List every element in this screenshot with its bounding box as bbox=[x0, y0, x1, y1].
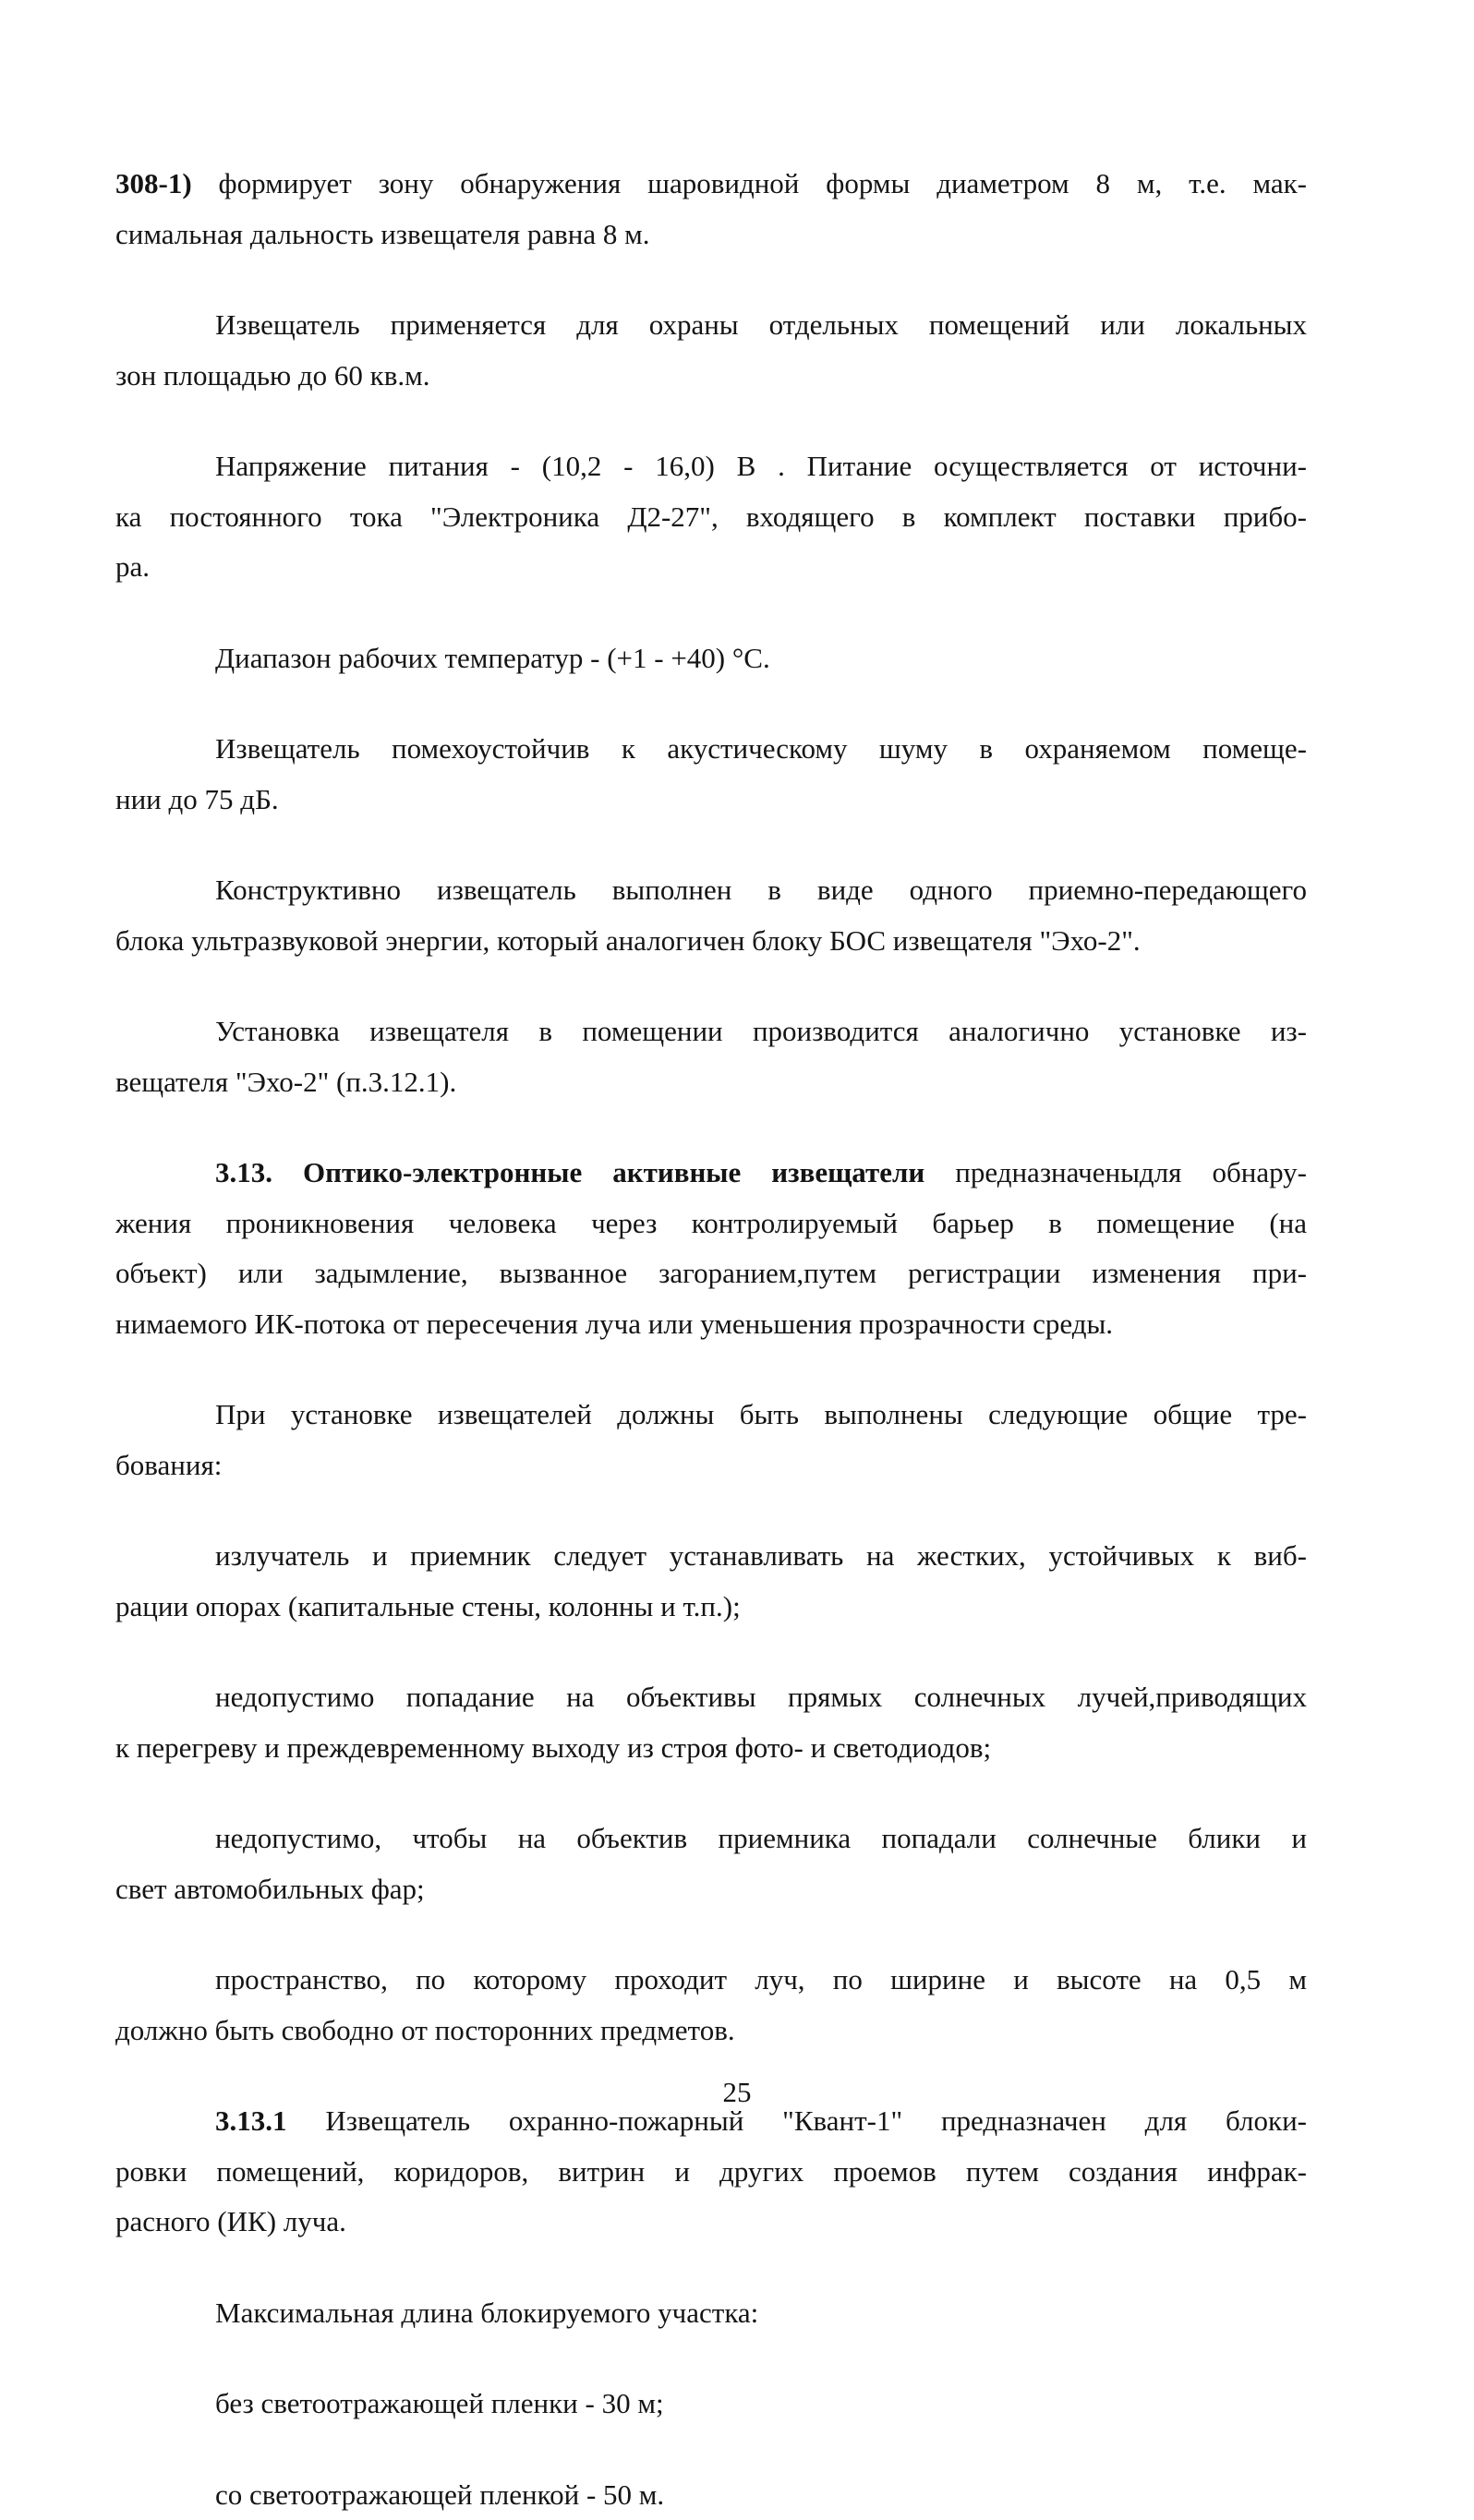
paragraph-9 bbox=[115, 1390, 1307, 1490]
text-line: блока ультразвуковой энергии, который аналогичен блоку БОС извещателя "Эхо-2". bbox=[115, 916, 1307, 967]
paragraph-3 bbox=[115, 441, 1307, 593]
text-line: к перегреву и преждевременному выходу из строя фото- и светодиодов; bbox=[115, 1723, 1307, 1774]
paragraph-without-film bbox=[115, 2379, 1307, 2430]
text-line: недопустимо, чтобы на объектив приемника попадали солнечные блики и bbox=[115, 1814, 1307, 1864]
text-line: симальная дальность извещателя равна 8 м. bbox=[115, 210, 1307, 260]
text-line: зон площадью до 60 кв.м. bbox=[115, 351, 1307, 402]
paragraph-4 bbox=[115, 633, 1307, 684]
text-line: со светоотражающей пленкой - 50 м. bbox=[215, 2478, 664, 2511]
paragraph-2 bbox=[115, 300, 1307, 401]
paragraph-5 bbox=[115, 724, 1307, 825]
text-line: пространство, по которому проходит луч, по ширине и высоте на 0,5 м bbox=[115, 1955, 1307, 2006]
text-line: рации опорах (капитальные стены, колонны и т.п.); bbox=[115, 1582, 1307, 1633]
text-line: ровки помещений, коридоров, витрин и других проемов путем создания инфрак- bbox=[115, 2147, 1307, 2198]
text-line: Извещатель помехоустойчив к акустическому шуму в охраняемом помеще- bbox=[115, 724, 1307, 775]
text-line: должно быть свободно от посторонних предметов. bbox=[115, 2006, 1307, 2056]
paragraph-with-film bbox=[115, 2470, 1307, 2520]
section-heading: 3.13. Оптико-электронные активные извещатели bbox=[215, 1156, 924, 1188]
paragraph-lead: 308-1) bbox=[115, 167, 192, 199]
paragraph-max-length bbox=[115, 2288, 1307, 2339]
text-line: бования: bbox=[115, 1441, 1307, 1491]
text-line: недопустимо попадание на объективы прямых солнечных лучей,приводящих bbox=[115, 1672, 1307, 1723]
paragraph-6 bbox=[115, 865, 1307, 966]
text-line: излучатель и приемник следует устанавливать на жестких, устойчивых к виб- bbox=[115, 1531, 1307, 1582]
text-line: Напряжение питания - (10,2 - 16,0) В . Питание осуществляется от источни- bbox=[115, 441, 1307, 492]
paragraph-7 bbox=[115, 1007, 1307, 1107]
text-line: Извещатель применяется для охраны отдельных помещений или локальных bbox=[115, 300, 1307, 351]
text-line: предназначеныдля обнару- bbox=[924, 1156, 1307, 1188]
text-line: жения проникновения человека через контролируемый барьер в помещение (на bbox=[115, 1199, 1307, 1249]
requirement-item-2 bbox=[115, 1672, 1307, 1773]
text-line: вещателя "Эхо-2" (п.3.12.1). bbox=[115, 1057, 1307, 1108]
text-line: объект) или задымление, вызванное загоранием,путем регистрации изменения при- bbox=[115, 1248, 1307, 1299]
text-line: Максимальная длина блокируемого участка: bbox=[215, 2297, 758, 2329]
text-line: нимаемого ИК-потока от пересечения луча или уменьшения прозрачности среды. bbox=[115, 1299, 1307, 1350]
text-line: При установке извещателей должны быть выполнены следующие общие тре- bbox=[115, 1390, 1307, 1441]
paragraph-1 bbox=[115, 159, 1307, 259]
text-line: расного (ИК) луча. bbox=[115, 2197, 1307, 2248]
text-line: Конструктивно извещатель выполнен в виде одного приемно-передающего bbox=[115, 865, 1307, 916]
text-line: нии до 75 дБ. bbox=[115, 775, 1307, 826]
requirement-item-1 bbox=[115, 1531, 1307, 1632]
text-line: Установка извещателя в помещении производится аналогично установке из- bbox=[115, 1007, 1307, 1057]
text-line: Диапазон рабочих температур - (+1 - +40) °С. bbox=[215, 642, 770, 674]
text-line: свет автомобильных фар; bbox=[115, 1864, 1307, 1915]
text-line: без светоотражающей пленки - 30 м; bbox=[215, 2387, 664, 2419]
text-line: формирует зону обнаружения шаровидной формы диаметром 8 м, т.е. мак- bbox=[192, 167, 1307, 199]
requirement-item-3 bbox=[115, 1814, 1307, 1914]
text-line: Извещатель охранно-пожарный "Квант-1" предназначен для блоки- bbox=[287, 2104, 1308, 2137]
section-3-13-1-paragraph bbox=[115, 2096, 1307, 2248]
section-heading: 3.13.1 bbox=[215, 2104, 287, 2137]
section-3-13-paragraph bbox=[115, 1148, 1307, 1349]
requirement-item-4 bbox=[115, 1955, 1307, 2056]
text-line: ра. bbox=[115, 542, 1307, 593]
document-page bbox=[115, 159, 1307, 2520]
page-number: 25 bbox=[0, 2076, 1474, 2109]
text-line: ка постоянного тока "Электроника Д2-27", входящего в комплект поставки прибо- bbox=[115, 492, 1307, 543]
